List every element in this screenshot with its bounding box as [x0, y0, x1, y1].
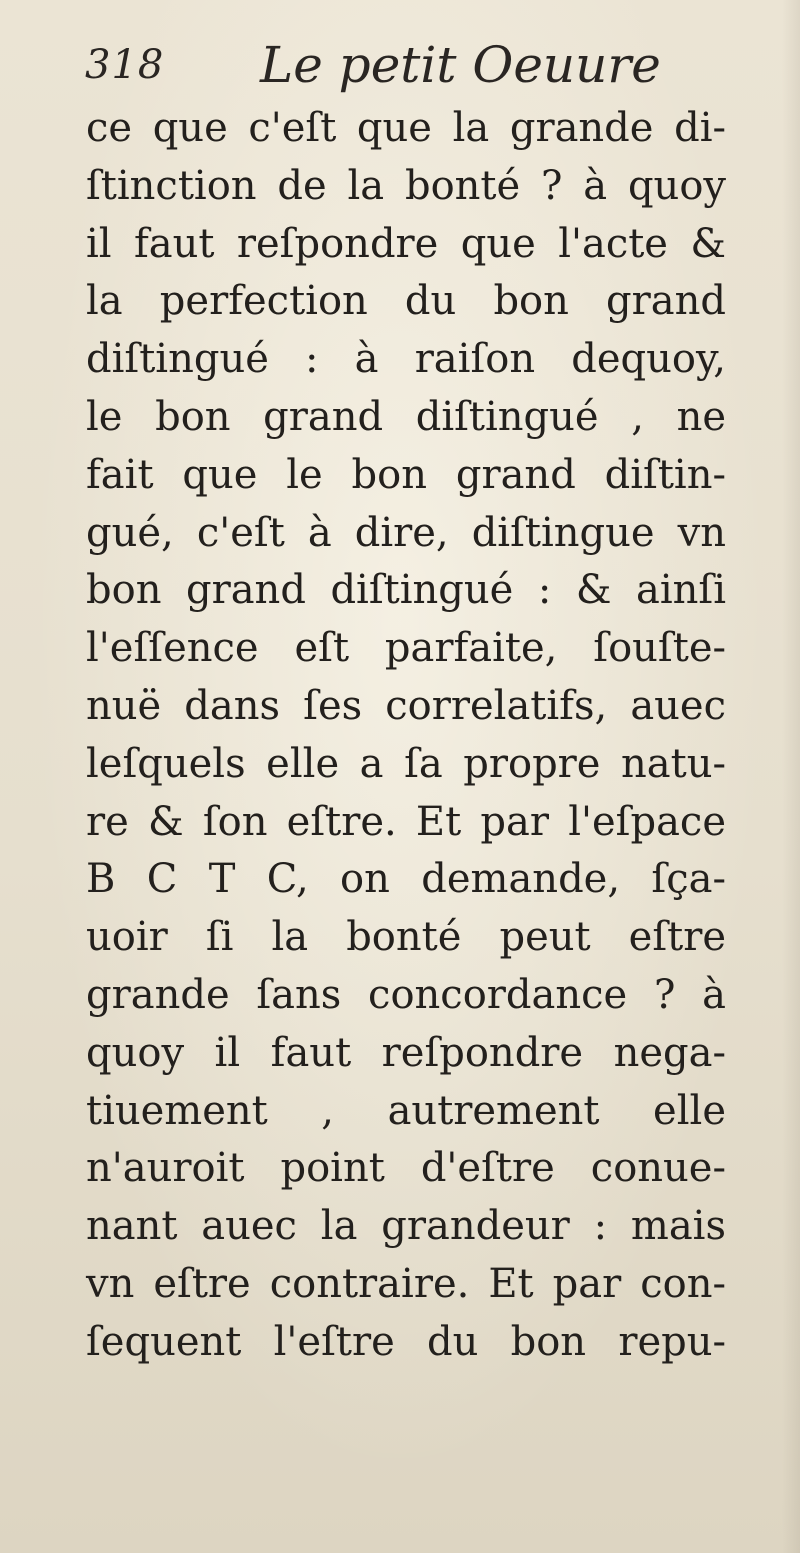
text-line: nuë dans ſes correlatifs, auec	[86, 682, 726, 729]
text-line: ſtinction de la bonté ? à quoy	[86, 162, 726, 209]
running-head: Le petit Oeuure	[260, 36, 661, 94]
body-text	[86, 100, 726, 1372]
text-line: uoir ſi la bonté peut eſtre	[86, 914, 726, 961]
text-line: l'eſſence eſt parfaite, ſouſte-	[86, 625, 726, 672]
text-line: tiuement , autrement elle	[86, 1087, 726, 1134]
text-line: il faut reſpondre que l'acte &	[86, 220, 726, 267]
text-line: quoy il faut reſpondre nega-	[86, 1029, 726, 1076]
page-header	[85, 34, 685, 104]
text-line: nant auec la grandeur : mais	[86, 1203, 726, 1250]
text-line: fait que le bon grand diſtin-	[86, 451, 726, 498]
text-line: leſquels elle a ſa propre natu-	[86, 740, 726, 787]
text-line: re & ſon eſtre. Et par l'eſpace	[86, 798, 726, 845]
text-line: grande ſans concordance ? à	[86, 971, 726, 1018]
text-line: vn eſtre contraire. Et par con-	[86, 1260, 726, 1307]
text-line: ce que c'eſt que la grande di-	[86, 105, 726, 151]
text-line: la perfection du bon grand	[86, 278, 726, 325]
text-line: n'auroit point d'eſtre conue-	[86, 1145, 726, 1192]
text-line: diſtingué : à raiſon dequoy,	[86, 336, 726, 383]
page-number: 318	[85, 42, 165, 88]
text-line: le bon grand diſtingué , ne	[86, 393, 726, 440]
page-edge-shadow	[782, 0, 800, 1553]
text-line: ſequent l'eſtre du bon repu-	[86, 1318, 726, 1365]
text-line: gué, c'eſt à dire, diſtingue vn	[86, 509, 726, 556]
text-line: bon grand diſtingué : & ainſi	[86, 567, 726, 614]
text-line: B C T C, on demande, ſça-	[86, 856, 726, 903]
